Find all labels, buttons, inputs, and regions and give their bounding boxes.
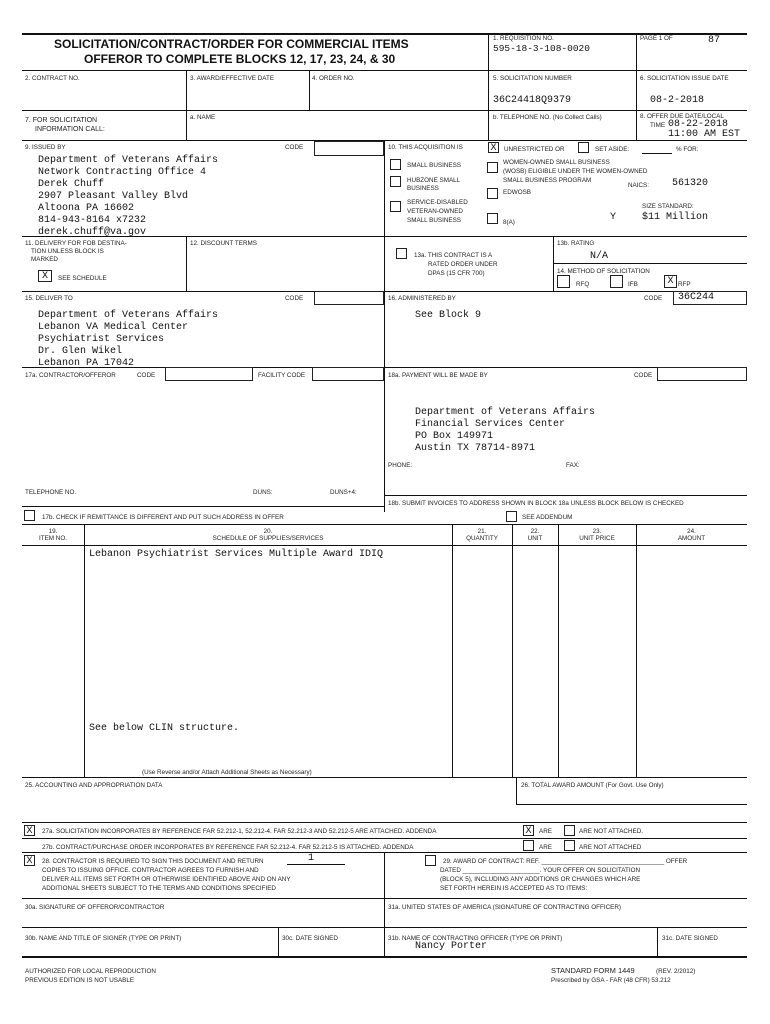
rated-order-checkbox[interactable] [396,248,407,259]
28-copies[interactable]: 1 [308,853,315,864]
27a-are-not-label: ARE NOT ATTACHED. [579,828,644,835]
form-subtitle: OFFEROR TO COMPLETE BLOCKS 12, 17, 23, 24, & 30 [84,52,396,66]
wosb-checkbox[interactable] [487,162,498,173]
total-award-label: 26. TOTAL AWARD AMOUNT (For Govt. Use Only) [521,782,664,789]
col-unit-price-header: UNIT PRICE [579,535,615,542]
27b-are-not-label: ARE NOT ATTACHED [579,844,642,851]
divider [22,822,747,823]
8a-label: 8(A) [503,219,515,226]
27b-text: 27b. CONTRACT/PURCHASE ORDER INCORPORATES BY REFERENCE FAR 52.212-4. FAR 52.212-5 IS ATTACHED. ADDENDA [42,844,414,851]
divider [488,33,489,70]
set-aside-checkbox[interactable] [578,142,589,153]
administered-by-value[interactable]: See Block 9 [415,310,482,321]
size-standard-value[interactable]: $11 Million [642,212,709,223]
divider [636,33,637,70]
set-aside-label: SET ASIDE: [595,146,630,153]
divider [636,524,637,777]
divider [186,236,187,291]
naics-value[interactable]: 561320 [672,178,709,189]
31c-label: 31c. DATE SIGNED [662,935,718,942]
administered-code-label: CODE [644,295,663,302]
info-call-label-2: INFORMATION CALL: [35,126,105,133]
small-business-label: SMALL BUSINESS [407,162,462,169]
acquisition-label: 10. THIS ACQUISITION IS [388,144,463,151]
col-item-no-header: ITEM NO. [39,535,67,542]
col-amount-header: AMOUNT [677,535,706,542]
payment-code-field[interactable] [657,367,747,381]
footer-edition: PREVIOUS EDITION IS NOT USABLE [25,977,135,984]
28-text: 28. CONTRACTOR IS REQUIRED TO SIGN THIS DOCUMENT AND RETURN [42,858,264,865]
top-border [22,33,747,35]
payment-address[interactable]: Department of Veterans Affairs Financial Services Center PO Box 149971 Austin TX 78714-8971 [415,407,596,454]
footer-form-name: STANDARD FORM 1449 [551,966,635,975]
offer-due-date[interactable]: 08-22-2018 [668,119,729,130]
phone-label: PHONE: [388,462,413,469]
addendum-label: SEE ADDENDUM [522,514,573,521]
divider [309,70,310,110]
31b-label: 31b. NAME OF CONTRACTING OFFICER (TYPE OR PRINT) [388,935,563,942]
divider [186,110,187,140]
28-text-3: DELIVER ALL ITEMS SET FORTH OR OTHERWISE IDENTIFIED ABOVE AND ON ANY [42,876,291,883]
page-count: 87 [708,35,721,46]
contractor-code-field[interactable] [165,367,253,381]
issue-date-label: 6. SOLICITATION ISSUE DATE [640,75,729,82]
administered-by-label: 16. ADMINISTERED BY [388,295,456,302]
29-text-4: SET FORTH HEREIN IS ACCEPTED AS TO ITEMS: [440,885,588,892]
27a-are-label: ARE [539,828,552,835]
telephone-label: b. TELEPHONE NO. (No Collect Calls) [493,114,602,121]
28-checkbox[interactable]: X [24,855,35,866]
27a-are-not-checkbox[interactable] [564,825,575,836]
divider [558,524,559,777]
divider [22,898,747,899]
divider [657,927,658,956]
divider [384,852,385,956]
divider [553,263,747,264]
delivery-fob-label-2: TION UNLESS BLOCK IS [31,248,104,255]
col-item-no-num: 19. [48,528,58,535]
col-unit-price-num: 23. [592,528,602,535]
deliver-to-address[interactable]: Department of Veterans Affairs Lebanon VA Medical Center Psychiatrist Services Dr. Glen Wikel Lebanon PA 17042 [38,310,219,369]
divider [22,506,384,507]
remittance-checkbox[interactable] [24,510,35,521]
sdvosb-label: SERVICE-DISABLED [407,199,468,206]
contractor-label: 17a. CONTRACTOR/OFFEROR [25,372,116,379]
divider [22,524,747,525]
award-date-label: 3. AWARD/EFFECTIVE DATE [190,75,275,82]
30a-label: 30a. SIGNATURE OF OFFEROR/CONTRACTOR [25,904,165,911]
solicitation-no-value[interactable]: 36C24418Q9379 [493,95,572,106]
see-schedule-checkbox[interactable]: X [38,270,52,282]
hubzone-label: HUBZONE SMALL [407,177,461,184]
divider [22,545,747,546]
divider [516,804,747,805]
deliver-to-label: 15. DELIVER TO [25,295,73,302]
delivery-fob-label: 11. DELIVERY FOR FOB DESTINA- [25,240,127,247]
method-label: 14. METHOD OF SOLICITATION [557,268,650,275]
footer-reproduction: AUTHORIZED FOR LOCAL REPRODUCTION [25,968,156,975]
hubzone-checkbox[interactable] [390,176,401,187]
offer-due-time[interactable]: 11:00 AM EST [668,129,741,140]
27a-text: 27a. SOLICITATION INCORPORATES BY REFERENCE FAR 52.212-1, 52.212-4. FAR 52.212-3 AND 52.212-5 ARE ATTACHED. ADDENDA [42,828,437,835]
payment-code-label: CODE [634,372,653,379]
col-unit-num: 22. [530,528,540,535]
issued-by-label: 9. ISSUED BY [25,144,66,151]
27b-are-not-checkbox[interactable] [564,840,575,851]
see-schedule-label: SEE SCHEDULE [58,275,107,282]
ifb-label: IFB [628,281,638,288]
bottom-border [22,956,747,958]
edwosb-label: EDWOSB [503,189,531,196]
size-standard-label: SIZE STANDARD: [642,203,694,210]
rated-order-label: 13a. THIS CONTRACT IS A [414,252,493,259]
page-label: PAGE 1 OF [640,35,673,42]
offer-due-label: 8. OFFER DUE DATE/LOCAL [640,113,724,120]
divider [278,927,279,956]
wosb-label: WOMEN-OWNED SMALL BUSINESS [503,159,610,166]
telephone-no-label: TELEPHONE NO. [25,489,77,496]
issue-date-value[interactable]: 08-2-2018 [650,95,705,106]
schedule-line-clin-note: See below CLIN structure. [89,723,240,734]
29-text: 29. AWARD OF CONTRACT: REF. ___________________________________ OFFER [443,858,688,865]
29-text-2: DATED ______________________. YOUR OFFER ON SOLICITATION [440,867,641,874]
rfp-checkbox[interactable]: X [664,275,677,288]
col-schedule-num: 20. [263,528,273,535]
29-text-3: (BLOCK 5), INCLUDING ANY ADDITIONS OR CHANGES WHICH ARE [440,876,641,883]
naics-label: NAICS: [628,182,649,189]
8a-checkbox[interactable] [487,213,498,224]
divider [452,524,453,777]
sdvosb-label-3: SMALL BUSINESS [407,217,462,224]
addendum-checkbox[interactable] [506,511,517,522]
requisition-value[interactable]: 595-18-3-108-0020 [493,43,590,54]
deliver-to-code-label: CODE [285,295,304,302]
duns4-label: DUNS+4: [330,489,357,496]
28-copies-underline [287,864,345,865]
col-schedule-header: SCHEDULE OF SUPPLIES/SERVICES [212,535,324,542]
issued-by-address[interactable]: Department of Veterans Affairs Network Contracting Office 4 Derek Chuff 2907 Pleasant Valley Blvd Altoona PA 16602 814-943-8164 x7232 derek.chuff@va.gov [38,155,219,238]
percent-for-label: % FOR: [676,146,699,153]
issued-by-code-label: CODE [285,144,304,151]
col-quantity-num: 21. [477,528,487,535]
divider [22,70,747,71]
divider [384,236,385,291]
footer-revision: (REV. 2/2012) [656,968,696,975]
invoice-label: 18b. SUBMIT INVOICES TO ADDRESS SHOWN IN BLOCK 18a UNLESS BLOCK BELOW IS CHECKED [388,500,684,507]
edwosb-checkbox[interactable] [487,188,498,199]
form-title: SOLICITATION/CONTRACT/ORDER FOR COMMERCIAL ITEMS [54,37,409,51]
small-business-checkbox[interactable] [390,159,401,170]
divider [22,110,747,111]
remittance-label: 17b. CHECK IF REMITTANCE IS DIFFERENT AND PUT SUCH ADDRESS IN OFFER [42,514,284,521]
sdvosb-checkbox[interactable] [390,201,401,212]
rfq-checkbox[interactable] [557,275,570,288]
31a-label: 31a. UNITED STATES OF AMERICA (SIGNATURE OF CONTRACTING OFFICER) [388,904,622,911]
administered-code-value[interactable]: 36C244 [678,292,715,303]
divider [384,495,747,496]
contractor-code-label: CODE [137,372,156,379]
contract-no-label: 2. CONTRACT NO. [25,75,80,82]
27a-checkbox[interactable]: X [24,825,35,836]
hubzone-label-2: BUSINESS [407,185,439,192]
30c-label: 30c. DATE SIGNED [282,935,338,942]
wosb-label-2: (WOSB) ELIGIBLE UNDER THE WOMEN-OWNED [503,168,648,175]
30b-label: 30b. NAME AND TITLE OF SIGNER (TYPE OR PRINT) [25,935,182,942]
rated-order-label-3: DPAS (15 CFR 700) [428,270,485,277]
delivery-fob-label-3: MARKED [31,256,58,263]
28-text-4: ADDITIONAL SHEETS SUBJECT TO THE TERMS AND CONDITIONS SPECIFIED [42,885,276,892]
divider [488,70,489,140]
y-mark: Y [610,212,617,223]
wosb-label-3: SMALL BUSINESS PROGRAM [503,177,592,184]
col-amount-num: 24. [687,528,696,535]
divider [22,838,747,839]
solicitation-no-label: 5. SOLICITATION NUMBER [493,75,572,82]
divider [516,777,517,804]
col-quantity-header: QUANTITY [466,535,498,542]
divider [384,291,385,512]
facility-code-label: FACILITY CODE [258,372,306,379]
schedule-line-description: Lebanon Psychiatrist Services Multiple Award IDIQ [89,549,384,560]
payment-label: 18a. PAYMENT WILL BE MADE BY [388,372,488,379]
divider [22,777,747,778]
order-no-label: 4. ORDER NO. [312,75,355,82]
duns-label: DUNS: [253,489,273,496]
divider [512,524,513,777]
col-unit-header: UNIT [527,535,543,542]
fax-label: FAX: [566,462,580,469]
deliver-to-code-field[interactable] [314,291,384,305]
accounting-label: 25. ACCOUNTING AND APPROPRIATION DATA [25,782,163,789]
percent-blank[interactable] [642,153,672,154]
unrestricted-checkbox[interactable]: X [488,142,499,153]
28-text-2: COPIES TO ISSUING OFFICE. CONTRACTOR AGREES TO FURNISH AND [42,867,259,874]
divider [384,140,385,236]
issued-by-code-field[interactable] [314,141,384,156]
27b-are-checkbox[interactable] [523,840,534,851]
27a-are-checkbox[interactable]: X [523,825,534,836]
ifb-checkbox[interactable] [610,275,623,288]
27b-are-label: ARE [539,844,552,851]
rfq-label: RFQ [576,281,590,288]
rfp-label: RFP [678,281,691,288]
rating-label: 13b. RATING [557,240,595,247]
time-label: TIME [650,122,666,129]
contracting-officer-name[interactable]: Nancy Porter [415,941,488,952]
facility-code-field[interactable] [312,367,384,381]
divider [636,70,637,140]
footer-prescribed: Prescribed by GSA - FAR (48 CFR) 53.212 [551,977,671,984]
29-checkbox[interactable] [425,855,436,866]
divider [84,524,85,777]
unrestricted-label: UNRESTRICTED OR [504,146,565,153]
rating-value[interactable]: N/A [590,251,609,262]
discount-terms-label: 12. DISCOUNT TERMS [190,240,257,247]
info-call-label: 7. FOR SOLICITATION [25,117,98,124]
rated-order-label-2: RATED ORDER UNDER [428,261,498,268]
reverse-note: (Use Reverse and/or Attach Additional Sheets as Necessary) [142,769,312,776]
divider [186,70,187,110]
name-label: a. NAME [190,114,216,121]
divider [22,927,747,928]
requisition-label: 1. REQUISITION NO. [493,35,554,42]
sdvosb-label-2: VETERAN-OWNED [407,208,463,215]
